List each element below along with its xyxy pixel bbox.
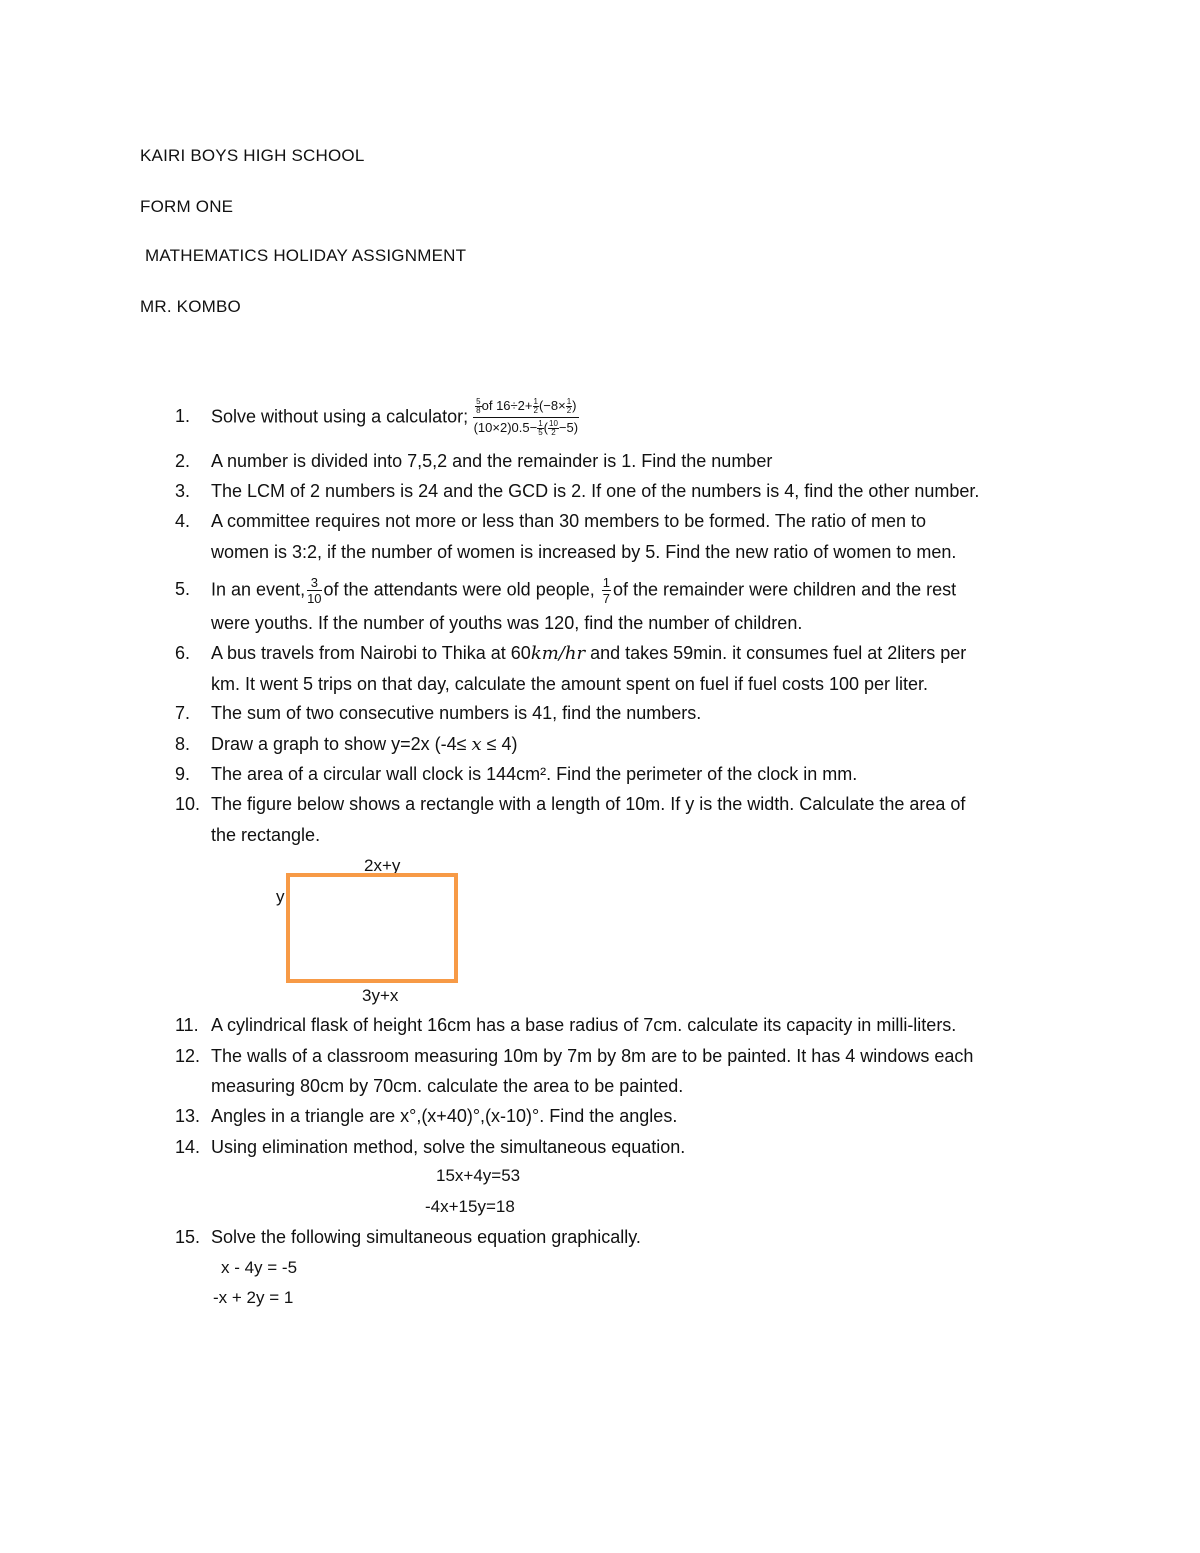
question-number: 11.	[175, 1015, 199, 1035]
question-text: Solve the following simultaneous equation graphically.	[211, 1227, 641, 1247]
question-4-continued: women is 3:2, if the number of women is increased by 5. Find the new ratio of women to men.	[211, 542, 957, 562]
fraction-three-tenths: $\frac{3}{10}$	[307, 575, 322, 606]
question-12	[175, 1045, 973, 1067]
question-text: A cylindrical flask of height 16cm has a base radius of 7cm. calculate its capacity in milli-liters.	[211, 1015, 957, 1035]
question-5: 5. In an event, $\frac{3}{10}$ of the attendants were old people, $\frac{1}{7}$ of the remainder were children and the rest	[175, 575, 957, 606]
question-number: 2.	[175, 451, 191, 471]
rectangle-bottom-label: 3y+x	[362, 986, 399, 1005]
question-text: The area of a circular wall clock is 144cm². Find the perimeter of the clock in mm.	[211, 764, 858, 784]
question-number: 12.	[175, 1046, 201, 1066]
question-number: 1.	[175, 406, 191, 427]
school-name: KAIRI BOYS HIGH SCHOOL	[140, 146, 365, 165]
question-2	[175, 450, 772, 472]
rectangle-figure	[286, 873, 458, 983]
question-number: 4.	[175, 511, 191, 531]
question-4	[175, 510, 926, 532]
question-10-continued: the rectangle.	[211, 825, 321, 845]
teacher-name: MR. KOMBO	[140, 297, 241, 316]
question-text: The figure below shows a rectangle with a length of 10m. If y is the width. Calculate the area of	[211, 794, 966, 814]
question-number: 5.	[175, 579, 191, 600]
equation-14b: -4x+15y=18	[425, 1197, 515, 1216]
question-text: The LCM of 2 numbers is 24 and the GCD is 2. If one of the numbers is 4, find the other number.	[211, 481, 980, 501]
question-1	[175, 398, 579, 437]
question-text: Solve without using a calculator;	[211, 406, 469, 427]
speed-unit: km/hr	[530, 643, 586, 664]
question-number: 10.	[175, 794, 201, 814]
question-6: 6. A bus travels from Nairobi to Thika at 60km/hr and takes 59min. it consumes fuel at 2liters per	[175, 643, 967, 664]
question-3	[175, 480, 979, 502]
rectangle-side-label: y	[276, 887, 285, 906]
rectangle-top-label: 2x+y	[364, 856, 401, 875]
question-12-continued: measuring 80cm by 70cm. calculate the area to be painted.	[211, 1076, 684, 1096]
question-number: 7.	[175, 703, 191, 723]
question-number: 9.	[175, 764, 191, 784]
fraction-one-seventh: $\frac{1}{7}$	[602, 575, 610, 606]
question-number: 15.	[175, 1227, 201, 1247]
question-8: 8. Draw a graph to show y=2x (-4≤ x ≤ 4)	[175, 734, 518, 755]
question-number: 6.	[175, 643, 191, 663]
equation-14a: 15x+4y=53	[436, 1166, 521, 1185]
question-14	[175, 1136, 685, 1158]
question-number: 13.	[175, 1106, 201, 1126]
question-text: Using elimination method, solve the simultaneous equation.	[211, 1137, 686, 1157]
equation-15a: x - 4y = -5	[221, 1258, 298, 1277]
question-7	[175, 702, 701, 724]
equation-15b: -x + 2y = 1	[213, 1288, 294, 1307]
question-9	[175, 763, 857, 785]
question-number: 8.	[175, 734, 191, 754]
question-text: A number is divided into 7,5,2 and the remainder is 1. Find the number	[211, 451, 773, 471]
question-5-continued: were youths. If the number of youths was 120, find the number of children.	[211, 613, 803, 633]
question-6-continued: km. It went 5 trips on that day, calculate the amount spent on fuel if fuel costs 100 per liter.	[211, 674, 929, 694]
question-text: Angles in a triangle are x°,(x+40)°,(x-10)°. Find the angles.	[211, 1106, 678, 1126]
question-10	[175, 793, 965, 815]
question-13	[175, 1105, 677, 1127]
assignment-title: MATHEMATICS HOLIDAY ASSIGNMENT	[145, 246, 467, 265]
question-15	[175, 1226, 641, 1248]
form-level: FORM ONE	[140, 197, 234, 216]
complex-fraction: $\frac{5}{8}$ of 16÷2+ $\frac{1}{2}$ (−8× $\frac{1}{2}$ ) (10×2)0.5− $\frac{1}{5}$ ( $\frac{10}{2}$ −5)	[473, 397, 579, 437]
question-text: The sum of two consecutive numbers is 41, find the numbers.	[211, 703, 702, 723]
question-number: 14.	[175, 1137, 201, 1157]
question-number: 3.	[175, 481, 191, 501]
question-11	[175, 1014, 956, 1036]
question-text: The walls of a classroom measuring 10m by 7m by 8m are to be painted. It has 4 windows each	[211, 1046, 974, 1066]
question-text: A committee requires not more or less than 30 members to be formed. The ratio of men to	[211, 511, 926, 531]
